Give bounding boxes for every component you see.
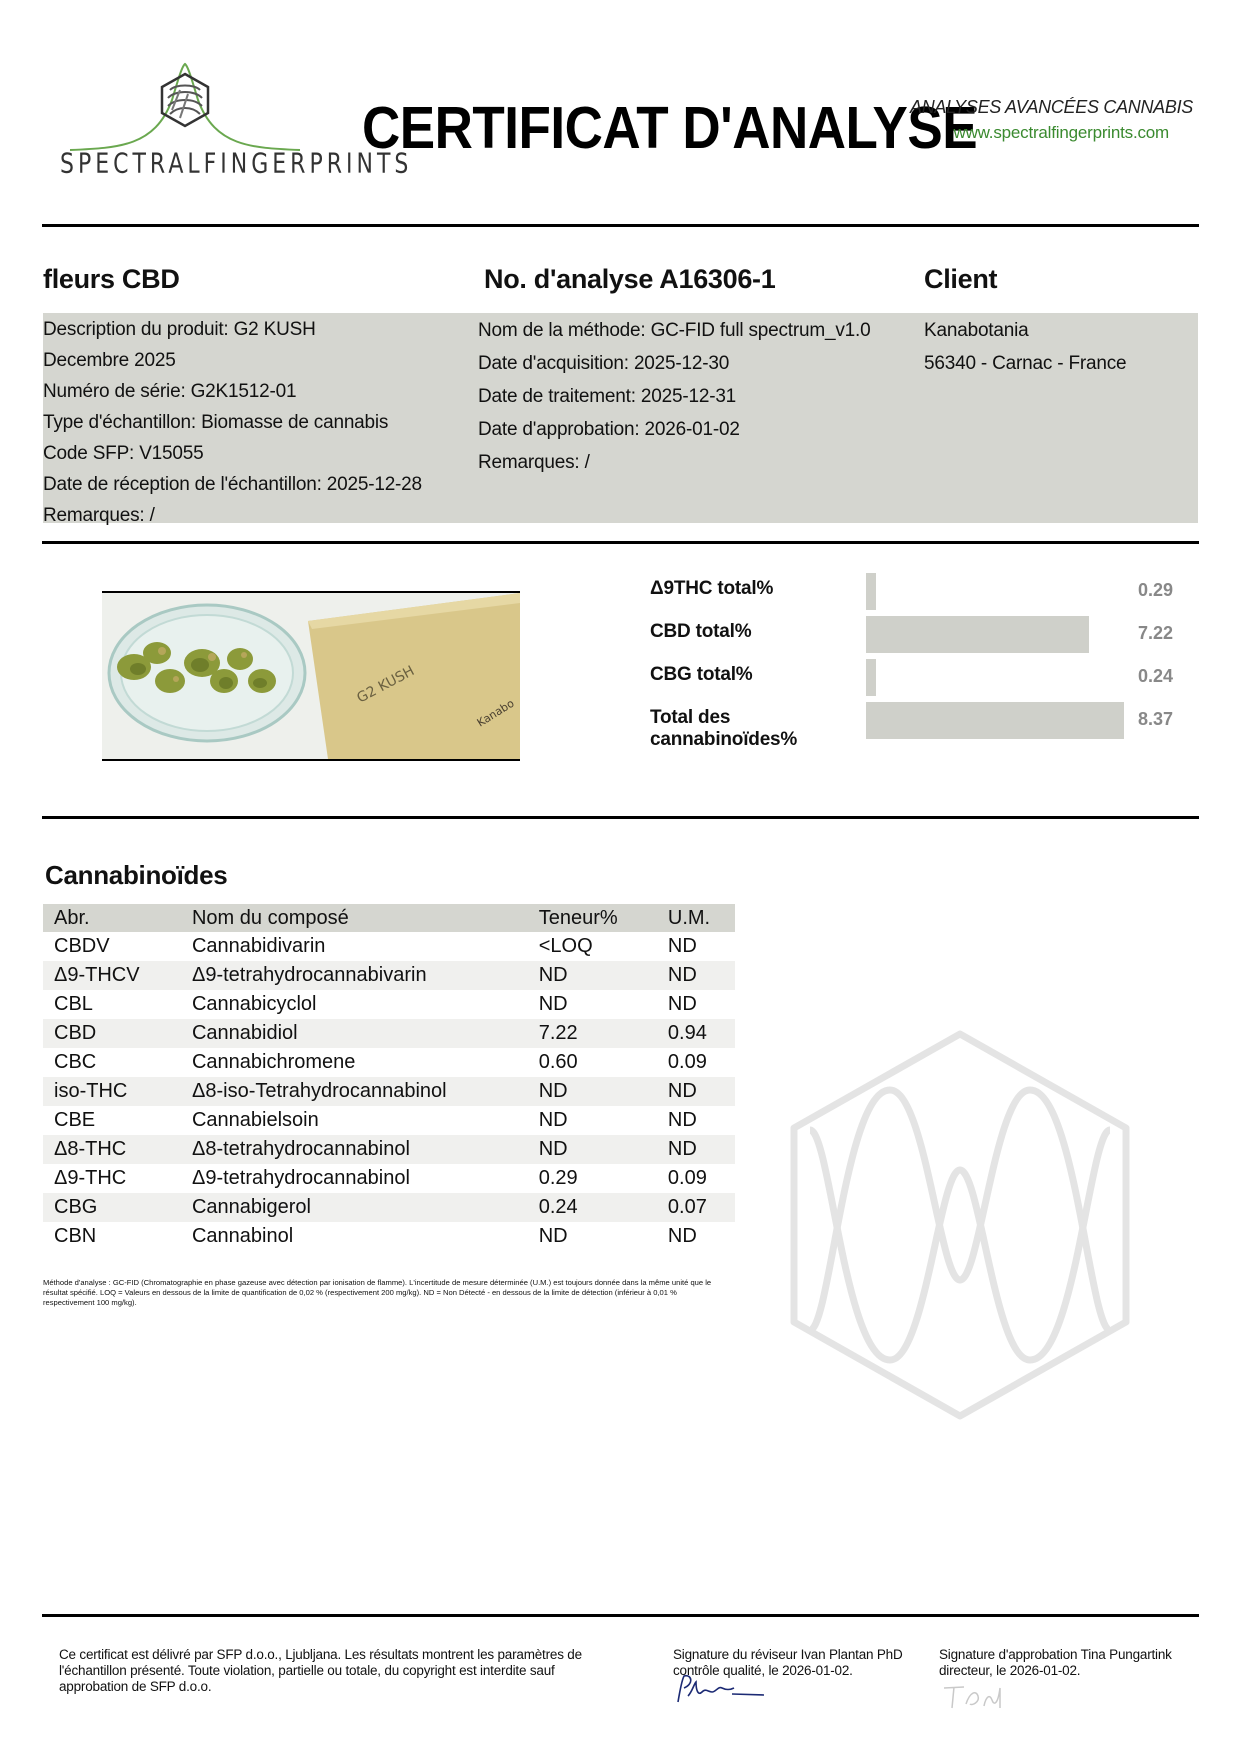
table-cell: ND — [668, 1077, 735, 1106]
analysis-line: Remarques: / — [478, 452, 590, 473]
table-header-row — [43, 904, 735, 932]
table-cell: CBE — [54, 1109, 96, 1131]
product-line: Description du produit: G2 KUSH — [43, 319, 316, 340]
table-cell: 0.60 — [538, 1051, 578, 1073]
analysis-line: Date de traitement: 2025-12-31 — [478, 386, 737, 407]
summary-value: 8.37 — [1138, 709, 1174, 729]
analysis-line: Date d'approbation: 2026-01-02 — [478, 419, 740, 440]
divider — [42, 224, 1199, 227]
table-cell: ND — [667, 1109, 697, 1131]
table-row — [43, 1106, 735, 1135]
page-title: CERTIFICAT D'ANALYSE — [362, 95, 978, 162]
watermark-logo-icon — [790, 1030, 1130, 1425]
table-cell: ND — [667, 993, 697, 1015]
table-cell: ND — [667, 935, 697, 957]
analysis-number: No. d'analyse A16306-1 — [484, 264, 776, 294]
summary-value: 0.29 — [1138, 580, 1174, 600]
analysis-details — [478, 320, 870, 485]
sample-photo-image — [102, 593, 520, 759]
product-line: Code SFP: V15055 — [43, 443, 204, 464]
method-note: Méthode d'analyse : GC-FID (Chromatographie en phase gazeuse avec détection par ionisation de flamme). L'incertitude de mesure déterminée (U.M.) est toujours donnée dans la même unité que le résultat spécifié. LOQ = Valeurs en dessous de la limite de quantification de 0,02 % (respectivement 200 mg/kg). ND = Non Détecté - en dessous de la limite de détection (inférieur à 0,01 % respectivement 100 mg/kg). — [43, 1278, 712, 1307]
table-cell: Cannabigerol — [192, 1193, 539, 1222]
table-row — [43, 961, 735, 990]
product-title: fleurs CBD — [43, 264, 180, 294]
table-cell: Δ8-tetrahydrocannabinol — [192, 1135, 539, 1164]
client-title: Client — [924, 264, 998, 294]
sample-photo — [102, 591, 520, 761]
summary-value: 7.22 — [1138, 623, 1174, 643]
table-cell: Δ9-THC — [54, 1167, 127, 1189]
product-details — [43, 319, 422, 536]
approver-signature-text: Signature d'approbation Tina Pungartink directeur, le 2026-01-02. — [939, 1647, 1172, 1678]
summary-label: CBD total% — [650, 621, 752, 642]
analysis-line: Nom de la méthode: GC-FID full spectrum_v1.0 — [478, 320, 871, 341]
column-header: Nom du composé — [192, 904, 539, 932]
table-cell: Cannabicyclol — [191, 993, 317, 1015]
website-link[interactable]: www.spectralfingerprints.com — [953, 123, 1169, 142]
table-cell: ND — [539, 1077, 668, 1106]
table-cell: <LOQ — [538, 935, 593, 957]
table-cell: CBD — [43, 1019, 192, 1048]
table-cell: ND — [668, 961, 735, 990]
product-line: Numéro de série: G2K1512-01 — [43, 381, 297, 402]
column-header: Teneur% — [539, 904, 668, 932]
column-header: U.M. — [668, 904, 735, 932]
summary-bar — [866, 702, 1124, 739]
table-cell: Δ8-iso-Tetrahydrocannabinol — [192, 1077, 539, 1106]
divider — [42, 1614, 1199, 1617]
bag-label: G2 KUSH — [354, 662, 418, 707]
table-row — [43, 1048, 735, 1077]
bag-note: Kanabo — [474, 696, 517, 730]
column-header: Abr. — [43, 904, 192, 932]
company-logo — [60, 60, 413, 190]
table-row — [43, 1077, 735, 1106]
table-cell: CBL — [54, 993, 93, 1015]
summary-label: Δ9THC total% — [650, 578, 774, 599]
tagline: ANALYSES AVANCÉES CANNABIS — [910, 97, 1193, 117]
table-cell: 0.94 — [668, 1019, 735, 1048]
table-row — [43, 990, 735, 1019]
divider — [42, 816, 1199, 819]
table-cell: CBN — [54, 1225, 97, 1247]
summary-value: 0.24 — [1138, 666, 1174, 686]
reviewer-signature — [672, 1672, 772, 1711]
divider — [42, 541, 1199, 544]
table-cell: Δ8-THC — [43, 1135, 192, 1164]
table-cell: CBC — [54, 1051, 97, 1073]
table-cell: Δ9-THCV — [43, 961, 192, 990]
summary-label: CBG total% — [650, 664, 753, 685]
table-cell: Cannabidiol — [192, 1019, 539, 1048]
product-line: Decembre 2025 — [43, 350, 176, 371]
product-line: Type d'échantillon: Biomasse de cannabis — [43, 412, 389, 433]
summary-bar — [866, 616, 1089, 653]
table-cell: ND — [668, 1135, 735, 1164]
table-cell: 7.22 — [539, 1019, 668, 1048]
table-row — [43, 1193, 735, 1222]
summary-bar — [866, 659, 876, 696]
table-cell: 0.29 — [538, 1167, 578, 1189]
cannabinoids-title: Cannabinoïdes — [45, 860, 228, 890]
client-details — [924, 320, 1126, 386]
product-line: Remarques: / — [43, 505, 155, 526]
table-row — [43, 1222, 735, 1251]
table-cell: Δ9-tetrahydrocannabinol — [191, 1167, 410, 1189]
table-cell: Cannabichromene — [191, 1051, 356, 1073]
table-cell: ND — [667, 1225, 697, 1247]
table-cell: ND — [538, 1109, 568, 1131]
summary-label: Total des cannabinoïdes% — [650, 707, 798, 750]
product-line: Date de réception de l'échantillon: 2025-12-28 — [43, 474, 422, 495]
table-cell: ND — [539, 961, 668, 990]
table-row — [43, 1135, 735, 1164]
table-cell: 0.24 — [539, 1193, 668, 1222]
table-row — [43, 1019, 735, 1048]
analysis-line: Date d'acquisition: 2025-12-30 — [478, 353, 730, 374]
table-cell: 0.07 — [668, 1193, 735, 1222]
table-cell: Cannabinol — [191, 1225, 294, 1247]
table-cell: Cannabidivarin — [191, 935, 326, 957]
footer-disclaimer: Ce certificat est délivré par SFP d.o.o., Ljubljana. Les résultats montrent les paramètres de l'échantillon présenté. Toute violation, partielle ou totale, du copyright est interdite sauf approbation de SFP d.o.o. — [59, 1647, 582, 1694]
summary-bar — [866, 573, 876, 610]
table-cell: CBG — [43, 1193, 192, 1222]
table-cell: 0.09 — [667, 1167, 707, 1189]
fingerprint-hexagon-logo-icon — [60, 60, 310, 152]
table-cell: ND — [538, 1225, 568, 1247]
table-cell: iso-THC — [43, 1077, 192, 1106]
table-cell: ND — [539, 1135, 668, 1164]
cannabinoids-table — [43, 904, 735, 1251]
reviewer-signature-text: Signature du réviseur Ivan Plantan PhD contrôle qualité, le 2026-01-02. — [673, 1647, 903, 1678]
client-line: 56340 - Carnac - France — [924, 353, 1127, 374]
table-row — [43, 932, 735, 961]
table-cell: 0.09 — [667, 1051, 707, 1073]
table-cell: Cannabielsoin — [191, 1109, 319, 1131]
client-line: Kanabotania — [924, 320, 1029, 341]
table-cell: CBDV — [54, 935, 110, 957]
table-cell: Δ9-tetrahydrocannabivarin — [192, 961, 539, 990]
approver-signature — [940, 1682, 1010, 1717]
table-row — [43, 1164, 735, 1193]
table-cell: ND — [538, 993, 568, 1015]
brand-name: SPECTRALFINGERPRINTS — [60, 148, 413, 181]
